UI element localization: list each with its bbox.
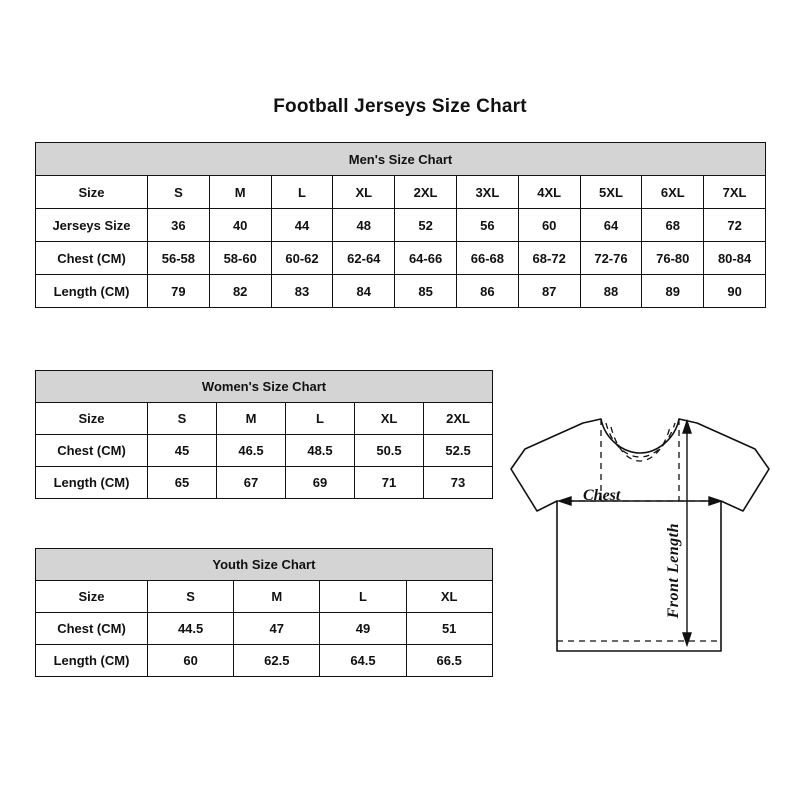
womens-size-header: 2XL — [424, 403, 493, 435]
mens-cell: 72-76 — [580, 242, 642, 275]
mens-size-header: 4XL — [518, 176, 580, 209]
mens-cell: 36 — [148, 209, 210, 242]
mens-size-chart — [35, 142, 766, 308]
youth-table-body — [36, 549, 493, 677]
womens-cell: 48.5 — [286, 435, 355, 467]
t-shirt-measurement-diagram — [505, 405, 777, 695]
mens-size-header: 5XL — [580, 176, 642, 209]
mens-size-table — [35, 142, 766, 308]
mens-cell: 40 — [209, 209, 271, 242]
womens-row-label: Length (CM) — [36, 467, 148, 499]
womens-cell: 73 — [424, 467, 493, 499]
mens-cell: 62-64 — [333, 242, 395, 275]
mens-cell: 80-84 — [704, 242, 766, 275]
womens-cell: 69 — [286, 467, 355, 499]
mens-cell: 82 — [209, 275, 271, 308]
youth-cell: 44.5 — [148, 613, 234, 645]
mens-size-header: 7XL — [704, 176, 766, 209]
mens-cell: 68 — [642, 209, 704, 242]
womens-cell: 45 — [148, 435, 217, 467]
youth-size-header: S — [148, 581, 234, 613]
t-shirt-outline-icon — [505, 405, 777, 695]
mens-cell: 88 — [580, 275, 642, 308]
womens-cell: 71 — [355, 467, 424, 499]
mens-size-header: 6XL — [642, 176, 704, 209]
womens-size-table — [35, 370, 493, 499]
mens-cell: 87 — [518, 275, 580, 308]
womens-column-header-row — [36, 403, 493, 435]
mens-table-title-row — [36, 143, 766, 176]
womens-row-label: Chest (CM) — [36, 435, 148, 467]
youth-size-chart — [35, 548, 493, 677]
mens-cell: 68-72 — [518, 242, 580, 275]
mens-size-header: XL — [333, 176, 395, 209]
mens-cell: 79 — [148, 275, 210, 308]
womens-size-header: XL — [355, 403, 424, 435]
mens-size-header: 3XL — [456, 176, 518, 209]
youth-cell: 47 — [234, 613, 320, 645]
mens-cell: 84 — [333, 275, 395, 308]
youth-size-header: XL — [406, 581, 492, 613]
mens-row-header: Size — [36, 176, 148, 209]
table-row — [36, 613, 493, 645]
table-row — [36, 645, 493, 677]
youth-cell: 60 — [148, 645, 234, 677]
womens-cell: 67 — [217, 467, 286, 499]
mens-size-header: 2XL — [395, 176, 457, 209]
front-length-measure-label: Front Length — [665, 523, 682, 619]
mens-size-header: L — [271, 176, 333, 209]
mens-cell: 60-62 — [271, 242, 333, 275]
youth-row-label: Length (CM) — [36, 645, 148, 677]
youth-column-header-row — [36, 581, 493, 613]
womens-row-header: Size — [36, 403, 148, 435]
mens-cell: 85 — [395, 275, 457, 308]
womens-table-title: Women's Size Chart — [36, 371, 493, 403]
table-row — [36, 467, 493, 499]
youth-table-title: Youth Size Chart — [36, 549, 493, 581]
mens-table-title: Men's Size Chart — [36, 143, 766, 176]
youth-size-header: M — [234, 581, 320, 613]
mens-cell: 76-80 — [642, 242, 704, 275]
mens-cell: 90 — [704, 275, 766, 308]
womens-table-title-row — [36, 371, 493, 403]
mens-cell: 64 — [580, 209, 642, 242]
youth-cell: 62.5 — [234, 645, 320, 677]
mens-cell: 56 — [456, 209, 518, 242]
womens-table-body — [36, 371, 493, 499]
mens-cell: 83 — [271, 275, 333, 308]
youth-row-header: Size — [36, 581, 148, 613]
youth-cell: 64.5 — [320, 645, 406, 677]
mens-cell: 52 — [395, 209, 457, 242]
youth-size-header: L — [320, 581, 406, 613]
page-title: Football Jerseys Size Chart — [273, 96, 527, 117]
mens-cell: 58-60 — [209, 242, 271, 275]
mens-cell: 44 — [271, 209, 333, 242]
mens-cell: 60 — [518, 209, 580, 242]
womens-cell: 50.5 — [355, 435, 424, 467]
mens-row-label: Jerseys Size — [36, 209, 148, 242]
womens-size-chart — [35, 370, 493, 499]
table-row — [36, 275, 766, 308]
youth-size-table — [35, 548, 493, 677]
youth-cell: 51 — [406, 613, 492, 645]
mens-table-body — [36, 143, 766, 308]
youth-row-label: Chest (CM) — [36, 613, 148, 645]
womens-size-header: L — [286, 403, 355, 435]
mens-row-label: Length (CM) — [36, 275, 148, 308]
mens-cell: 89 — [642, 275, 704, 308]
chest-measure-label: Chest — [583, 487, 621, 504]
mens-cell: 48 — [333, 209, 395, 242]
table-row — [36, 209, 766, 242]
womens-cell: 52.5 — [424, 435, 493, 467]
mens-cell: 64-66 — [395, 242, 457, 275]
womens-size-header: M — [217, 403, 286, 435]
mens-cell: 86 — [456, 275, 518, 308]
mens-size-header: S — [148, 176, 210, 209]
womens-cell: 65 — [148, 467, 217, 499]
mens-cell: 72 — [704, 209, 766, 242]
youth-cell: 66.5 — [406, 645, 492, 677]
table-row — [36, 242, 766, 275]
mens-size-header: M — [209, 176, 271, 209]
youth-table-title-row — [36, 549, 493, 581]
mens-column-header-row — [36, 176, 766, 209]
womens-cell: 46.5 — [217, 435, 286, 467]
mens-cell: 56-58 — [148, 242, 210, 275]
youth-cell: 49 — [320, 613, 406, 645]
womens-size-header: S — [148, 403, 217, 435]
mens-cell: 66-68 — [456, 242, 518, 275]
mens-row-label: Chest (CM) — [36, 242, 148, 275]
table-row — [36, 435, 493, 467]
